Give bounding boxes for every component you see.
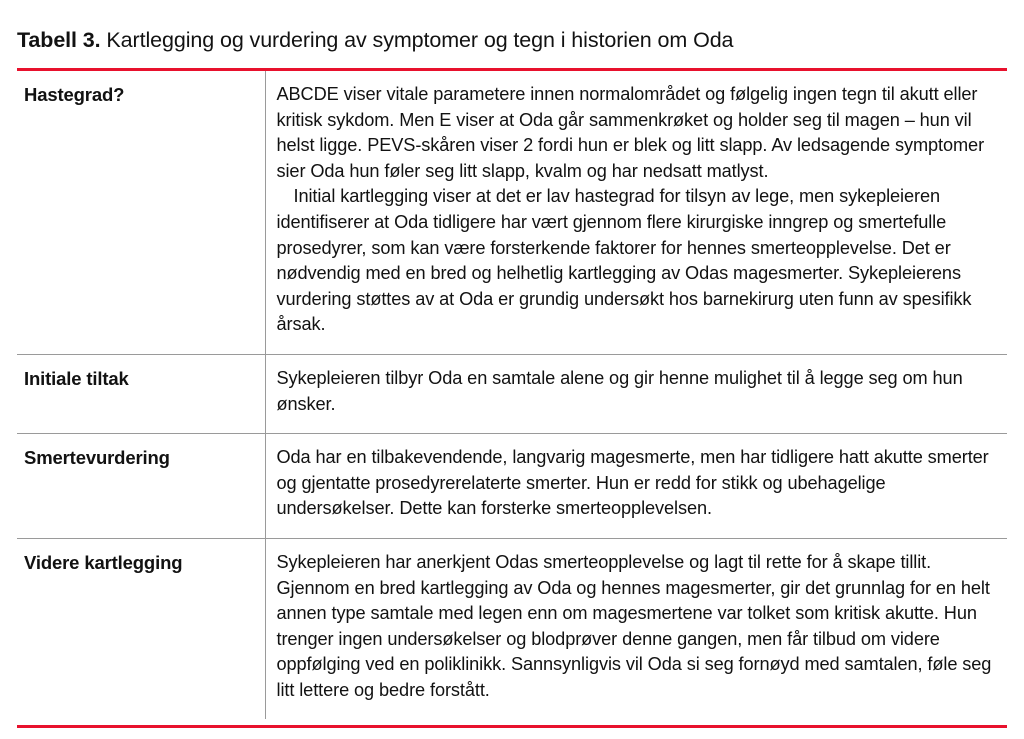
row-paragraph: ABCDE viser vitale parametere innen normalområdet og følgelig ingen tegn til akutt eller kritisk sykdom. Men E viser at Oda går sammenkrøket og holder seg til magen – hun vil helst ligge. PEVS-skåren viser 2 fordi hun er blek og litt slapp. Av ledsagende symptomer sier Oda hun føler seg litt slapp, kvalm og har nedsatt matlyst. [276, 84, 985, 181]
table-row-label-cell [17, 71, 265, 354]
table-row-body-cell [265, 434, 1007, 539]
table-row-body-cell [265, 538, 1007, 719]
table-row [17, 354, 1007, 433]
row-label: Hastegrad? [24, 84, 125, 105]
row-body [266, 539, 1008, 720]
table-body [17, 71, 1007, 719]
row-body [266, 71, 1008, 354]
bottom-red-rule [17, 725, 1007, 728]
table-caption [17, 0, 1007, 54]
assessment-table [17, 71, 1007, 719]
table-row-body-cell [265, 71, 1007, 354]
row-label: Videre kartlegging [24, 551, 183, 573]
row-body [266, 434, 1008, 538]
caption-label: Tabell 3. [17, 28, 101, 52]
table-row [17, 71, 1007, 354]
row-paragraph: Initial kartlegging viser at det er lav hastegrad for tilsyn av lege, men sykepleieren identifiserer at Oda tidligere har vært gjennom flere kirurgiske inngrep og smertefulle prosedyrer, som kan være forsterkende faktorer for hennes smerteopplevelse. Det er nødvendig med en bred og helhetlig kartlegging av Odas magesmerter. Sykepleierens vurdering støttes av at Oda er grundig undersøkt hos barnekirurg uten funn av spesifikk årsak. [276, 186, 972, 335]
table-row-label-cell [17, 354, 265, 433]
table-row-body-cell [265, 354, 1007, 433]
table-row-label-cell [17, 538, 265, 719]
row-label: Smertevurdering [24, 447, 170, 469]
row-paragraph: Sykepleieren har anerkjent Odas smerteopplevelse og lagt til rette for å skape tillit. Gjennom en bred kartlegging av Oda og hennes magesmerter, gir det grunnlag for en helt annen type samtale med legen enn om magesmertene var tolket som kritisk akutte. Hun trenger ingen undersøkelser og blodprøver denne gangen, men får tilbud om videre oppfølging ved en poliklinikk. Sannsynligvis vil Oda si seg fornøyd med samtalen, føle seg litt lettere og bedre forstått. [276, 551, 992, 700]
row-paragraph: Sykepleieren tilbyr Oda en samtale alene og gir henne mulighet til å legge seg om hun ønsker. [276, 367, 963, 414]
row-label: Initiale tiltak [24, 367, 129, 389]
table-row [17, 434, 1007, 539]
caption-text: Kartlegging og vurdering av symptomer og tegn i historien om Oda [106, 28, 734, 52]
table-row [17, 538, 1007, 719]
table-row-label-cell [17, 434, 265, 539]
row-body [266, 355, 1008, 433]
row-paragraph: Oda har en tilbakevendende, langvarig magesmerte, men har tidligere hatt akutte smerter og gjentatte prosedyrerelaterte smerter. Hun er redd for stikk og ubehagelige undersøkelser. Dette kan forsterke smerteopplevelsen. [276, 447, 989, 519]
